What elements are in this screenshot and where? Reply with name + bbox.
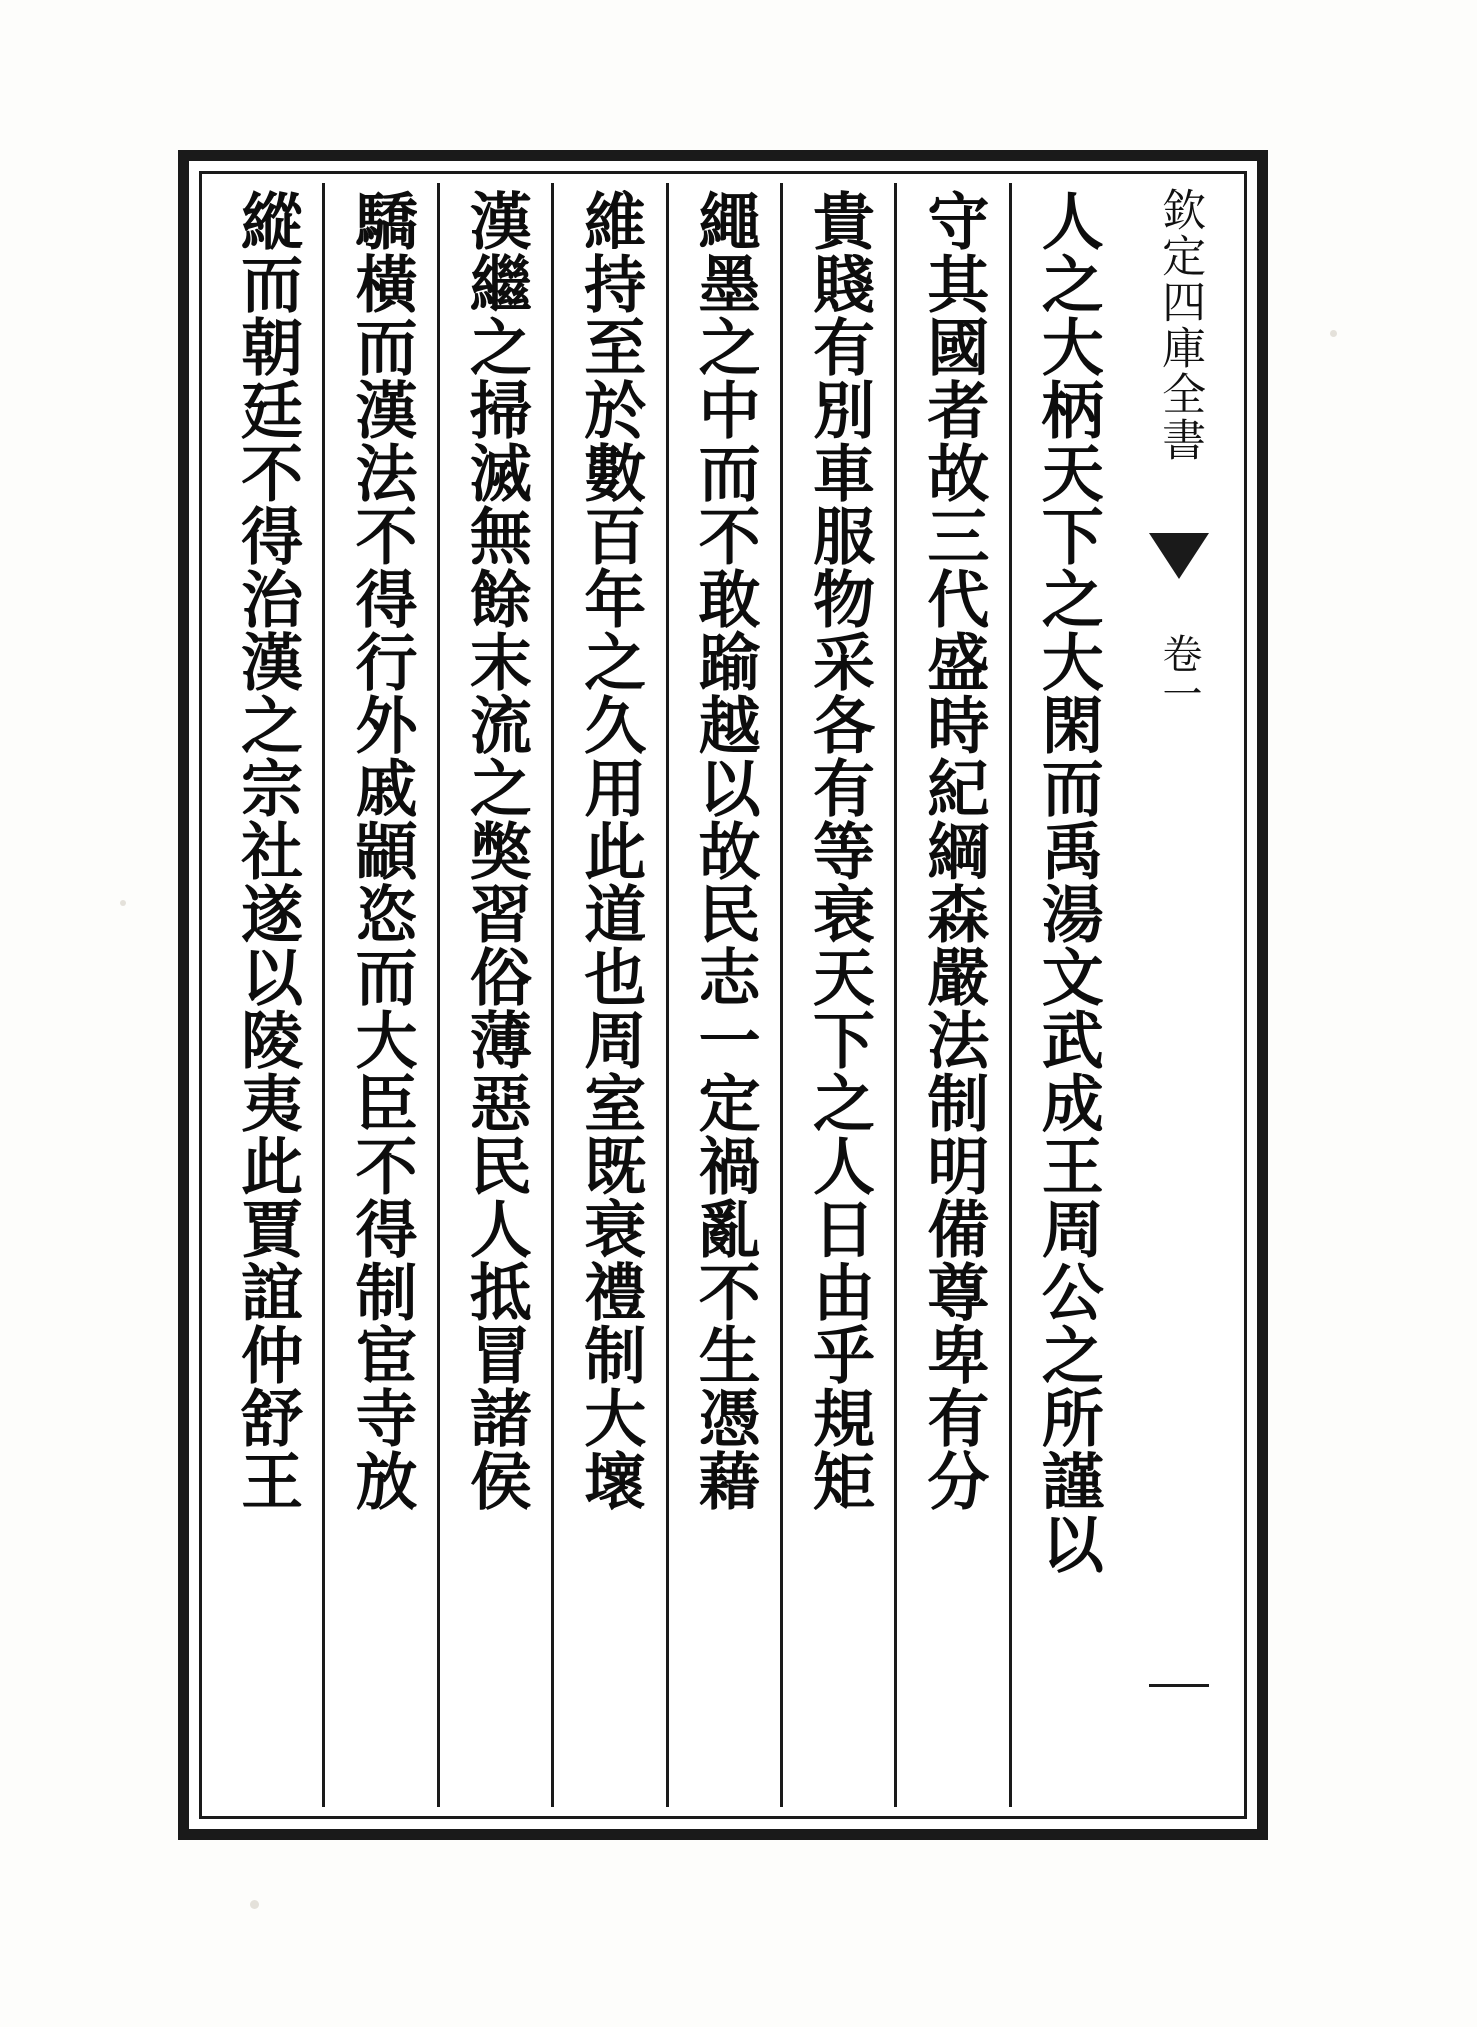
- paper-speck: [120, 900, 126, 906]
- text-column: [894, 183, 1008, 1807]
- text-column-content: 人之大柄天下之大閑而禹湯文武成王周公之所謹以: [1031, 189, 1105, 1575]
- text-column: [211, 183, 322, 1807]
- text-column: [322, 183, 436, 1807]
- text-column-content: 驕橫而漢法不得行外戚顓恣而大臣不得制宦寺放: [344, 189, 418, 1512]
- text-column: [666, 183, 780, 1807]
- paper-speck: [1330, 330, 1337, 337]
- text-block: [211, 183, 1235, 1807]
- page-border-frame: [178, 150, 1268, 1840]
- banxin-rule: [1149, 1684, 1209, 1687]
- volume-number: 卷一: [1156, 633, 1202, 713]
- text-column: [780, 183, 894, 1807]
- paper-speck: [250, 1900, 259, 1909]
- text-column: [437, 183, 551, 1807]
- text-column-content: 守其國者故三代盛時紀綱森嚴法制明備尊卑有分: [916, 189, 990, 1512]
- text-column-content: 繩墨之中而不敢踰越以故民志一定禍亂不生憑藉: [688, 189, 762, 1512]
- text-column-content: 漢繼之掃滅無餘末流之獘習俗薄惡民人抵冒諸侯: [459, 189, 533, 1512]
- text-column-content: 維持至於數百年之久用此道也周室既衰禮制大壞: [573, 189, 647, 1512]
- book-title: 欽定四庫全書: [1154, 187, 1206, 463]
- fish-tail-icon: [1149, 533, 1209, 579]
- text-column: [1009, 183, 1123, 1807]
- text-column-content: 貴賤有別車服物采各有等衰天下之人日由乎規矩: [802, 189, 876, 1512]
- text-column: [551, 183, 665, 1807]
- text-column-content: 縱而朝廷不得治漢之宗社遂以陵夷此賈誼仲舒王: [230, 189, 304, 1512]
- banxin-center-strip: [1123, 183, 1235, 1807]
